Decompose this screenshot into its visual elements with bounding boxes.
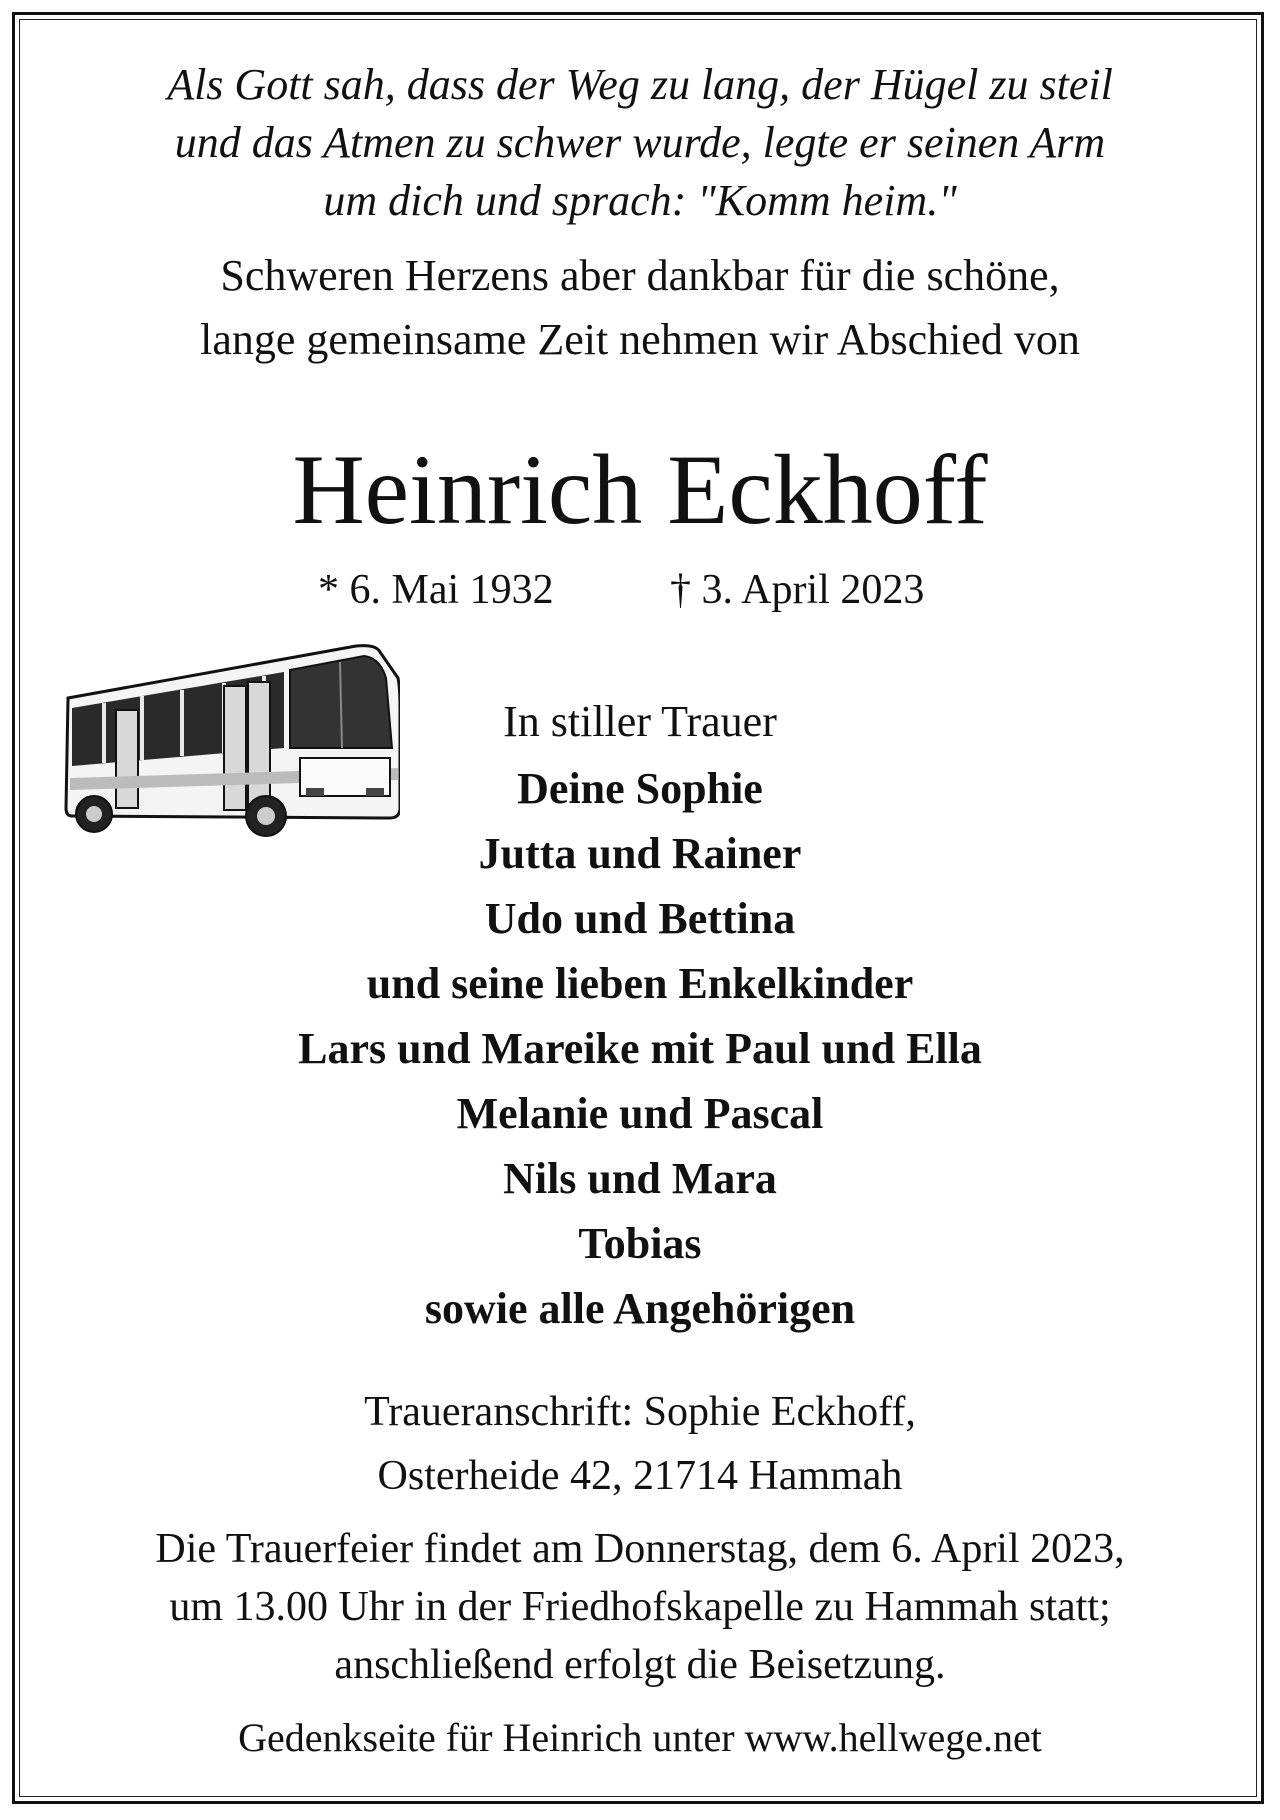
verse (0, 56, 1280, 230)
mourner-line: Deine Sophie (517, 764, 763, 813)
verse-line: und das Atmen zu schwer wurde, legte er seinen Arm (174, 118, 1106, 167)
intro-line: lange gemeinsame Zeit nehmen wir Abschied von (200, 315, 1080, 364)
death-date: † 3. April 2023 (670, 567, 925, 613)
mourner-line: Tobias (578, 1219, 702, 1268)
verse-line: um dich und sprach: "Komm heim." (323, 176, 957, 225)
address-line: Traueranschrift: Sophie Eckhoff, (364, 1389, 916, 1435)
mourner-line: Nils und Mara (503, 1154, 777, 1203)
ceremony-info (0, 1520, 1280, 1694)
mourner-line: Lars und Mareike mit Paul und Ella (298, 1024, 982, 1073)
ceremony-line: anschließend erfolgt die Beisetzung. (334, 1642, 946, 1688)
ceremony-line: um 13.00 Uhr in der Friedhofskapelle zu Hammah statt; (169, 1584, 1111, 1630)
deceased-name: Heinrich Eckhoff (292, 434, 988, 545)
mourner-line: Udo und Bettina (484, 894, 796, 943)
verse-line: Als Gott sah, dass der Weg zu lang, der Hügel zu steil (167, 60, 1113, 109)
ceremony-line: Die Trauerfeier findet am Donnerstag, dem 6. April 2023, (155, 1526, 1125, 1572)
mourner-line: sowie alle Angehörigen (424, 1284, 856, 1333)
mourning-address (0, 1380, 1280, 1508)
mourning-heading: In stiller Trauer (503, 697, 777, 746)
memorial-page-note: Gedenkseite für Heinrich unter www.hellwege.net (238, 1715, 1042, 1760)
mourners-list (0, 756, 1280, 1341)
mourner-line: Melanie und Pascal (456, 1089, 824, 1138)
mourner-line: und seine lieben Enkelkinder (366, 959, 914, 1008)
birth-date: * 6. Mai 1932 (318, 567, 554, 613)
address-line: Osterheide 42, 21714 Hammah (377, 1453, 903, 1499)
intro-text (0, 244, 1280, 372)
intro-line: Schweren Herzens aber dankbar für die schöne, (220, 251, 1060, 300)
mourner-line: Jutta und Rainer (478, 829, 802, 878)
